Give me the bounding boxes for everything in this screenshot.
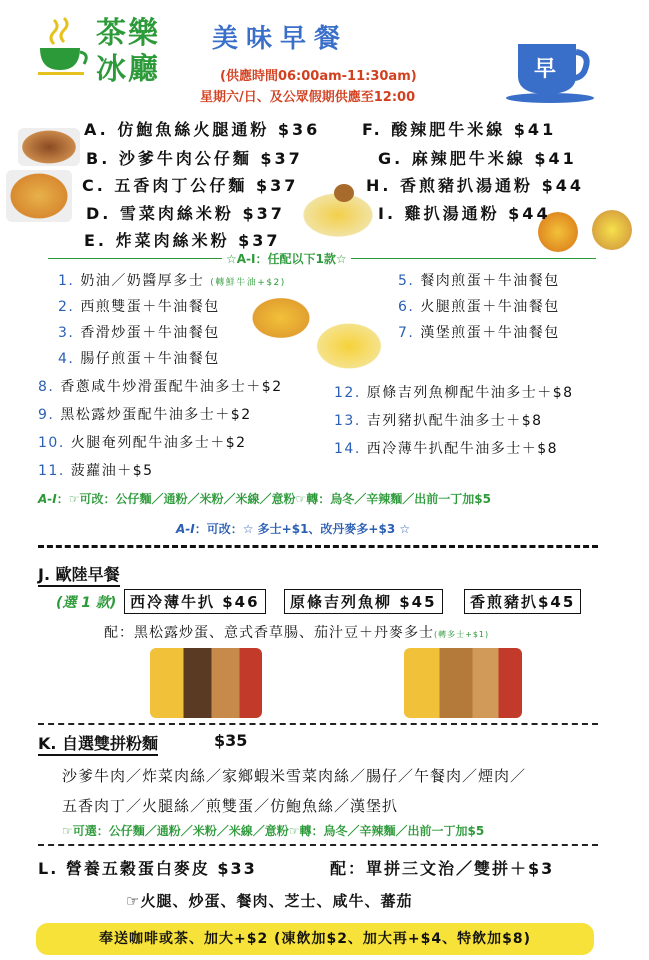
continental-choose: (選 1 款) — [56, 595, 117, 611]
brand-line-1: 茶樂 — [96, 16, 160, 51]
option-number: 6. — [398, 299, 415, 315]
section-divider — [38, 545, 598, 548]
option-10 — [38, 432, 247, 452]
continental-side-note: (轉多士+$1) — [434, 630, 490, 639]
food-photo-sandwich — [6, 170, 72, 222]
option-number: 1. — [58, 273, 75, 289]
option-number: 10. — [38, 435, 65, 451]
option-6 — [398, 296, 560, 316]
option-text: 西冷薄牛扒配牛油多士＋$8 — [366, 441, 559, 457]
option-number: 13. — [334, 413, 361, 429]
option-text: 腸仔煎蛋＋牛油餐包 — [80, 351, 220, 367]
teacup-logo-icon — [34, 14, 92, 78]
change-note-label: A-I — [38, 492, 57, 506]
dashed-divider-2 — [38, 844, 598, 846]
double-line-1: 沙爹牛肉／炸菜肉絲／家鄉蝦米雪菜肉絲／腸仔／午餐肉／煙肉／ — [62, 767, 527, 785]
option-number: 12. — [334, 385, 361, 401]
continental-side — [104, 622, 489, 642]
option-number: 7. — [398, 325, 415, 341]
menu-item-b: B. 沙爹牛肉公仔麵 $37 — [86, 149, 303, 168]
option-text: 火腿奄列配牛油多士＋$2 — [70, 435, 247, 451]
option-number: 9. — [38, 407, 55, 423]
food-photo-continental-1 — [150, 648, 262, 718]
option-number: 3. — [58, 325, 75, 341]
option-number: 2. — [58, 299, 75, 315]
continental-choice-1: 西冷薄牛扒 $46 — [124, 589, 266, 614]
change-note-2 — [176, 520, 410, 537]
sandwich-title: L. 營養五穀蛋白麥皮 $33 — [38, 859, 257, 878]
option-number: 11. — [38, 463, 65, 479]
continental-title: J. 歐陸早餐 — [38, 562, 120, 587]
menu-item-i: I. 雞扒湯通粉 $44 — [378, 204, 551, 223]
option-8 — [38, 376, 283, 396]
option-9 — [38, 404, 252, 424]
option-number: 8. — [38, 379, 55, 395]
menu-item-d: D. 雪菜肉絲米粉 $37 — [86, 204, 285, 223]
change-note-text: ：可改：☆ 多士+$1、改丹麥多+$3 ☆ — [194, 522, 411, 536]
menu-item-c: C. 五香肉丁公仔麵 $37 — [82, 176, 299, 195]
sandwich-side: 配：單拼三文治／雙拼＋$3 — [330, 859, 555, 878]
option-note: (轉鮮牛油+$2) — [210, 278, 286, 288]
double-line-2: 五香肉丁／火腿絲／煎雙蛋／仿鮑魚絲／漢堡扒 — [62, 797, 399, 815]
option-2 — [58, 296, 220, 316]
holiday-hours: 星期六/日、及公眾假期供應至12:00 — [200, 90, 416, 105]
option-text: 吉列豬扒配牛油多士＋$8 — [366, 413, 543, 429]
change-note-text: ：☞可改：公仔麵／通粉／米粉／米線／意粉☞轉：烏冬／辛辣麵／出前一丁加$5 — [56, 492, 491, 506]
option-1 — [58, 270, 286, 290]
food-photo-egg-plate — [248, 295, 314, 341]
menu-item-h: H. 香煎豬扒湯通粉 $44 — [366, 176, 585, 195]
badge-text: 早 — [534, 57, 557, 82]
breakfast-badge — [504, 40, 604, 104]
footer-banner: 奉送咖啡或茶、加大+$2 (凍飲加$2、加大再+$4、特飲加$8) — [36, 923, 594, 955]
option-number: 14. — [334, 441, 361, 457]
option-7 — [398, 322, 560, 342]
food-photo-cup — [334, 184, 354, 202]
option-text: 菠蘿油＋$5 — [70, 463, 154, 479]
page-title: 美味早餐 — [212, 24, 349, 54]
change-note-1 — [38, 490, 491, 507]
double-title: K. 自選雙拼粉麵 — [38, 731, 158, 756]
option-13 — [334, 410, 543, 430]
option-text: 奶油／奶醬厚多士 — [80, 273, 205, 289]
option-text: 黑松露炒蛋配牛油多士＋$2 — [60, 407, 252, 423]
option-text: 餐肉煎蛋＋牛油餐包 — [420, 273, 560, 289]
menu-item-a: A. 仿鮑魚絲火腿通粉 $36 — [84, 120, 321, 139]
option-text: 西煎雙蛋＋牛油餐包 — [80, 299, 220, 315]
food-photo-toast — [18, 128, 80, 166]
continental-side-text: 配：黑松露炒蛋、意式香草腸、茄汁豆＋丹麥多士 — [104, 625, 434, 641]
option-11 — [38, 460, 154, 480]
food-photo-continental-2 — [404, 648, 522, 718]
continental-choice-2: 原條吉列魚柳 $45 — [284, 589, 443, 614]
continental-choice-3: 香煎豬扒$45 — [464, 589, 581, 614]
option-text: 香滑炒蛋＋牛油餐包 — [80, 325, 220, 341]
option-3 — [58, 322, 220, 342]
food-photo-bun — [592, 210, 632, 250]
sandwich-fillings: ☞火腿、炒蛋、餐肉、芝士、咸牛、蕃茄 — [126, 892, 413, 910]
double-price: $35 — [214, 731, 248, 750]
menu-item-g: G. 麻辣肥牛米線 $41 — [378, 149, 577, 168]
option-text: 原條吉列魚柳配牛油多士＋$8 — [366, 385, 574, 401]
option-14 — [334, 438, 558, 458]
menu-item-e: E. 炸菜肉絲米粉 $37 — [84, 231, 281, 250]
dashed-divider-1 — [38, 723, 598, 725]
logo — [34, 14, 92, 78]
option-number: 5. — [398, 273, 415, 289]
brand-line-2: 冰廳 — [96, 52, 160, 87]
menu-item-f: F. 酸辣肥牛米線 $41 — [362, 120, 557, 139]
option-text: 漢堡煎蛋＋牛油餐包 — [420, 325, 560, 341]
options-heading: ☆A-I：任配以下1款☆ — [222, 250, 351, 267]
double-change: ☞可選：公仔麵／通粉／米粉／米線／意粉☞轉：烏冬／辛辣麵／出前一丁加$5 — [62, 824, 485, 838]
option-12 — [334, 382, 574, 402]
change-note-label: A-I — [176, 522, 195, 536]
option-text: 火腿煎蛋＋牛油餐包 — [420, 299, 560, 315]
option-4 — [58, 348, 220, 368]
food-photo-omelette — [312, 320, 386, 372]
option-number: 4. — [58, 351, 75, 367]
option-text: 香蔥咸牛炒滑蛋配牛油多士＋$2 — [60, 379, 283, 395]
service-hours: (供應時間06:00am-11:30am) — [220, 69, 417, 84]
option-5 — [398, 270, 560, 290]
